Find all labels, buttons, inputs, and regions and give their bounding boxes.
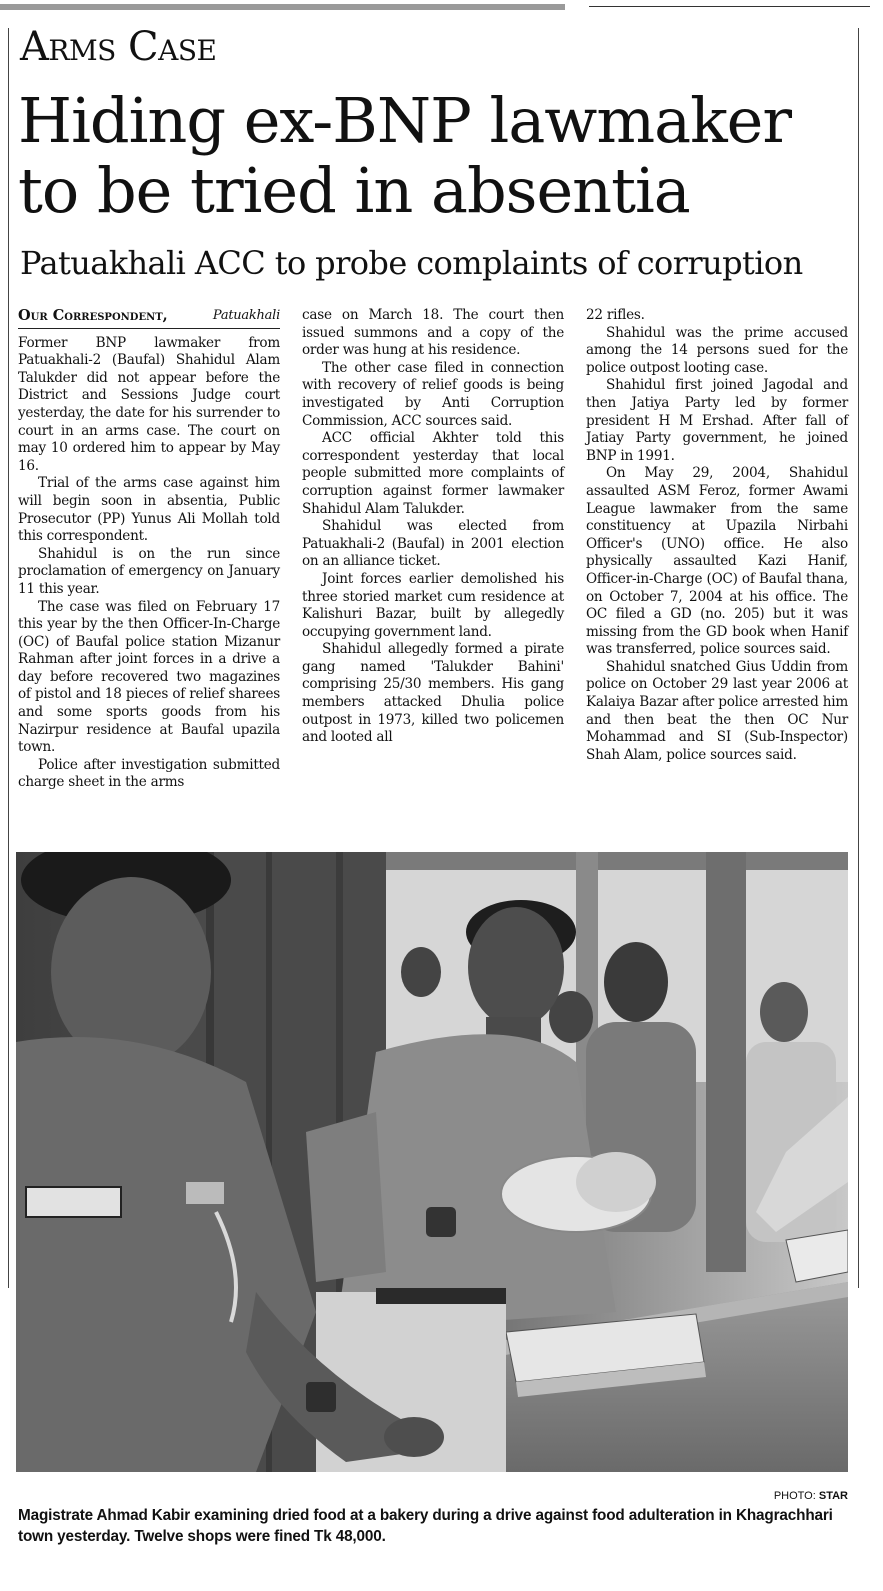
photo-credit-label: PHOTO: (773, 1490, 816, 1502)
kicker: Arms Case (20, 24, 217, 70)
paragraph: Shahidul is on the run since proclamation of emergency on January 11 this year. (18, 545, 280, 597)
paragraph: Former BNP lawmaker from Patuakhali-2 (Baufal) Shahidul Alam Talukder did not appear before the District and Sessions Judge court yesterday, the date for his surrender to court in an arms case. The court on may 10 ordered him to appear by May 16. (18, 334, 280, 474)
dateline: Patuakhali (212, 308, 280, 323)
paragraph: On May 29, 2004, Shahidul assaulted ASM Feroz, former Awami League lawmaker from the same constituency at Upazila Nirbahi Officer's (UNO) office. He also physically assaulted Kazi Hanif, Officer-in-Charge (OC) of Baufal thana, on October 7, 2004 at his office. The OC filed a GD (no. 205) but it was missing from the GD book when Hanif was transferred, police sources said. (586, 465, 848, 658)
paragraph: Shahidul snatched Gius Uddin from police on October 29 last year 2006 at Kalaiya Bazar after police arrested him and then beat the then OC Nur Mohammad and SI (Sub-Inspector) Shah Alam, police sources said. (586, 658, 848, 763)
paragraph: Trial of the arms case against him will begin soon in absentia, Public Prosecutor (PP) Yunus Ali Mollah told this correspondent. (18, 475, 280, 545)
paragraph: Joint forces earlier demolished his three storied market cum residence at Kalishuri Bazar, built by allegedly occupying government land. (302, 570, 564, 640)
paragraph: ACC official Akhter told this correspondent yesterday that local people submitted more complaints of corruption against former lawmaker Shahidul Alam Talukder. (302, 430, 564, 517)
paragraph: case on March 18. The court then issued summons and a copy of the order was hung at his residence. (302, 307, 564, 359)
paragraph: Shahidul allegedly formed a pirate gang named 'Talukder Bahini' comprising 25/30 members. His gang members attacked Dhulia police outpost in 1973, killed two policemen and looted all (302, 641, 564, 746)
paragraph: Shahidul first joined Jagodal and then Jatiya Party led by former president H M Ershad. After fall of Jatiay Party government, he joined BNP in 1991. (586, 377, 848, 464)
paragraph: The case was filed on February 17 this year by the then Officer-In-Charge (OC) of Baufal police station Mizanur Rahman after joint forces in a drive a day before recovered two magazines of pistol and 18 pieces of relief sharees and some sports goods from his Nazirpur residence at Baufal upazila town. (18, 598, 280, 756)
top-rule (0, 4, 565, 10)
photo-credit (772, 1490, 848, 1502)
paragraph: Police after investigation submitted charge sheet in the arms (18, 756, 280, 791)
byline-row (18, 307, 280, 329)
deck-subheadline: Patuakhali ACC to probe complaints of corruption (20, 244, 803, 282)
paragraph: Shahidul was elected from Patuakhali-2 (Baufal) in 2001 election on an alliance ticket. (302, 518, 564, 570)
paragraph: Shahidul was the prime accused among the 14 persons sued for the police outpost looting case. (586, 324, 848, 376)
headline: Hiding ex-BNP lawmaker to be tried in absentia (18, 84, 792, 227)
news-photo (16, 852, 848, 1472)
top-rule-thin (589, 6, 870, 7)
photo-caption: Magistrate Ahmad Kabir examining dried food at a bakery during a drive against food adulteration in Khagrachhari town yesterday. Twelve shops were fined Tk 48,000. (18, 1507, 833, 1545)
paragraph: The other case filed in connection with recovery of relief goods is being investigated by Anti Corruption Commission, ACC sources said. (302, 359, 564, 429)
photo-credit-source: STAR (818, 1490, 848, 1502)
article-column-3 (586, 307, 848, 764)
paragraph: 22 rifles. (586, 307, 645, 323)
photo-illustration (16, 852, 848, 1472)
left-column-rule (8, 28, 9, 1288)
byline: Our Correspondent, (18, 307, 168, 324)
article-column-2 (302, 307, 564, 747)
article-column-1 (18, 307, 280, 792)
